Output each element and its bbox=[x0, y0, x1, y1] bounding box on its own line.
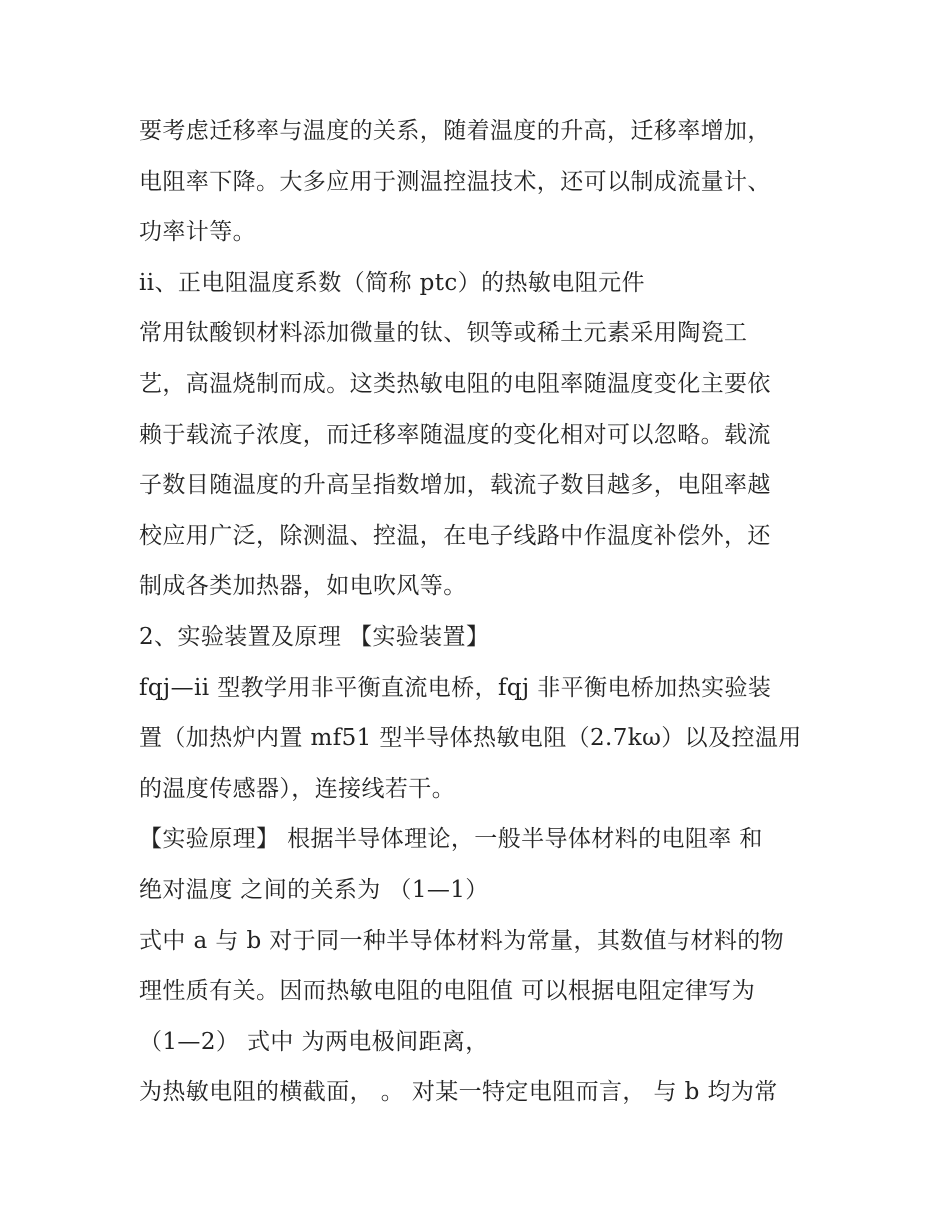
section-heading: ii、正电阻温度系数（简称 ptc）的热敏电阻元件 bbox=[139, 269, 645, 296]
text-line: 功率计等。 bbox=[139, 219, 256, 246]
text-line: 【实验原理】 根据半导体理论，一般半导体材料的电阻率 和 bbox=[139, 826, 763, 853]
text-line: 赖于载流子浓度，而迁移率随温度的变化相对可以忽略。载流 bbox=[139, 421, 771, 448]
text-line: 制成各类加热器，如电吹风等。 bbox=[139, 573, 467, 600]
text-line: 的温度传感器），连接线若干。 bbox=[139, 775, 456, 802]
text-line: 理性质有关。因而热敏电阻的电阻值 可以根据电阻定律写为 bbox=[139, 978, 756, 1005]
text-line: 常用钛酸钡材料添加微量的钛、钡等或稀土元素采用陶瓷工 bbox=[139, 320, 748, 347]
text-line: 校应用广泛，除测温、控温，在电子线路中作温度补偿外，还 bbox=[139, 522, 771, 549]
text-line: 艺，高温烧制而成。这类热敏电阻的电阻率随温度变化主要依 bbox=[139, 370, 771, 397]
text-line: （1—2） 式中 为两电极间距离， bbox=[139, 1028, 489, 1055]
section-heading: 2、实验装置及原理 【实验装置】 bbox=[139, 623, 490, 650]
text-line: fqj—ii 型教学用非平衡直流电桥，fqj 非平衡电桥加热实验装 bbox=[139, 674, 772, 701]
text-line: 置（加热炉内置 mf51 型半导体热敏电阻（2.7kω）以及控温用 bbox=[139, 725, 802, 752]
text-line: 式中 a 与 b 对于同一种半导体材料为常量，其数值与材料的物 bbox=[139, 927, 785, 954]
text-line: 要考虑迁移率与温度的关系，随着温度的升高，迁移率增加， bbox=[139, 118, 771, 144]
text-line: 子数目随温度的升高呈指数增加，载流子数目越多，电阻率越 bbox=[139, 472, 771, 499]
text-line: 电阻率下降。大多应用于测温控温技术，还可以制成流量计、 bbox=[139, 168, 771, 195]
text-line: 为热敏电阻的横截面， 。 对某一特定电阻而言， 与 b 均为常 bbox=[139, 1079, 778, 1106]
text-line: 绝对温度 之间的关系为 （1—1） bbox=[139, 876, 489, 903]
body-text bbox=[139, 106, 829, 1118]
